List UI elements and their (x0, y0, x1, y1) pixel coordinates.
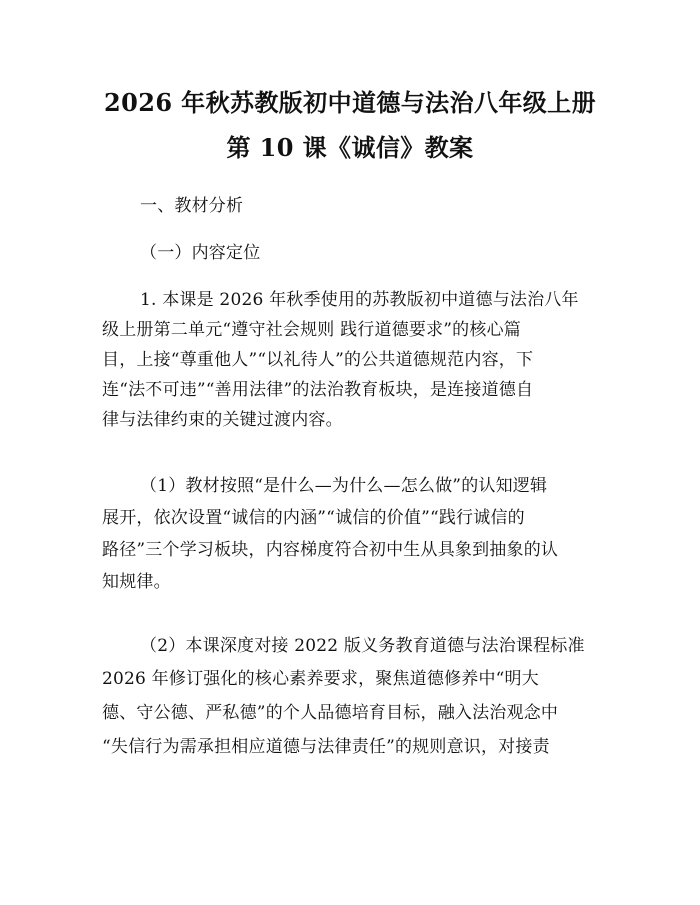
paragraph-1-line-3: 目，上接“尊重他人”“以礼待人”的公共道德规范内容，下 (102, 350, 534, 370)
paragraph-2-line-2: 展开，依次设置“诚信的内涵”“诚信的价值”“践行诚信的 (102, 508, 525, 528)
paragraph-3-line-3: 德、守公德、严私德”的个人品德培育目标，融入法治观念中 (102, 703, 559, 723)
paragraph-2-line-3: 路径”三个学习板块，内容梯度符合初中生从具象到抽象的认 (102, 540, 559, 560)
paragraph-2-line-4: 知规律。 (102, 572, 171, 592)
paragraph-1-line-2: 级上册第二单元“遵守社会规则 践行道德要求”的核心篇 (102, 320, 521, 340)
paragraph-3-line-4: “失信行为需承担相应道德与法律责任”的规则意识，对接责 (102, 737, 550, 757)
paragraph-3-line-1: （2）本课深度对接 2022 版义务教育道德与法治课程标准 (140, 636, 585, 656)
paragraph-1-line-4: 连“法不可违”“善用法律”的法治教育板块，是连接道德自 (102, 380, 534, 400)
paragraph-1-line-5: 律与法律约束的关键过渡内容。 (102, 410, 343, 430)
section-heading-textbook-analysis: 一、教材分析 (140, 196, 244, 216)
paragraph-2-line-1: （1）教材按照“是什么—为什么—怎么做”的认知逻辑 (140, 476, 548, 496)
paragraph-3-line-2: 2026 年修订强化的核心素养要求，聚焦道德修养中“明大 (102, 669, 539, 689)
document-title-line-1: 2026 年秋苏教版初中道德与法治八年级上册 (104, 88, 596, 117)
paragraph-1-line-1: 1. 本课是 2026 年秋季使用的苏教版初中道德与法治八年 (140, 290, 579, 310)
document-title-line-2: 第 10 课《诚信》教案 (226, 133, 474, 162)
subsection-heading-content-positioning: （一）内容定位 (140, 243, 261, 263)
